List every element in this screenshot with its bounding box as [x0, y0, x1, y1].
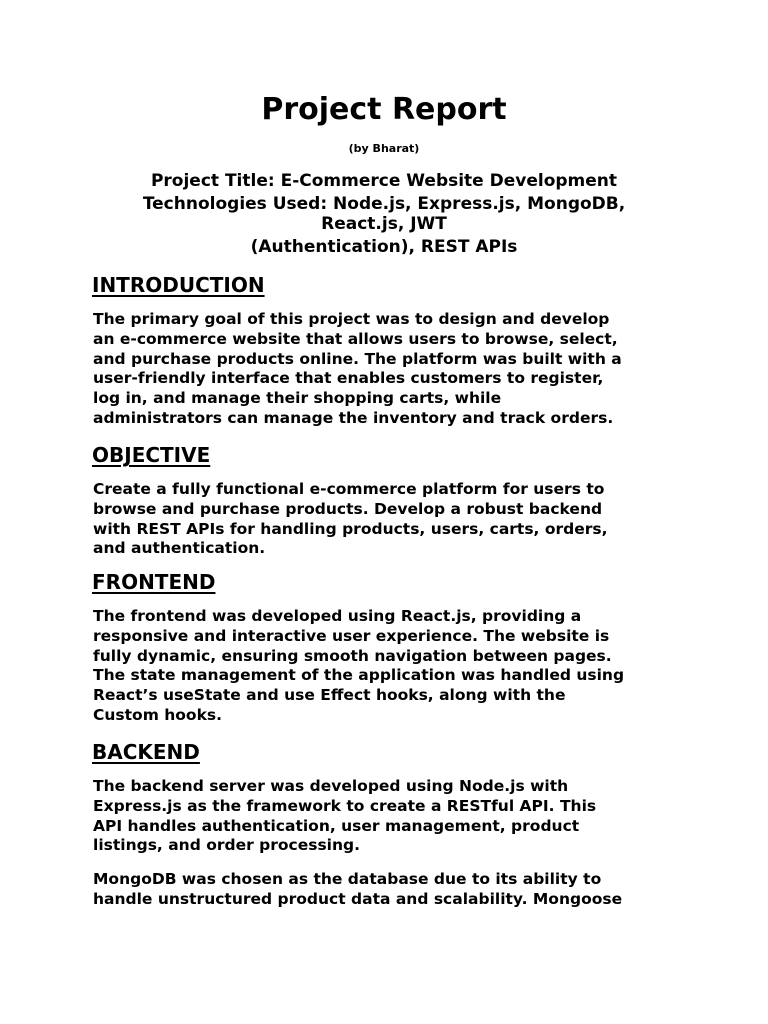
paragraph-line: Express.js as the framework to create a RESTful API. This — [93, 796, 597, 815]
paragraph-line: React’s useState and use Effect hooks, along with the — [93, 686, 566, 705]
paragraph-line: user-friendly interface that enables customers to register, — [93, 369, 604, 388]
project-meta — [110, 171, 658, 257]
author-byline: (by Bharat) — [348, 142, 420, 155]
frontend-heading: FRONTEND — [92, 570, 216, 594]
paragraph-line: API handles authentication, user management, product — [93, 816, 580, 835]
paragraph-line: fully dynamic, ensuring smooth navigation between pages. — [93, 646, 612, 665]
paragraph-line: The state management of the application was handled using — [93, 666, 625, 685]
paragraph-line: The primary goal of this project was to design and develop — [93, 310, 610, 328]
paragraph-line: and purchase products online. The platform was built with a — [93, 349, 622, 368]
introduction-paragraph — [93, 310, 683, 429]
paragraph-line: responsive and interactive user experience. The website is — [93, 626, 610, 645]
backend-paragraph-2 — [93, 870, 683, 910]
paragraph-line: an e-commerce website that allows users to browse, select, — [93, 329, 618, 348]
paragraph-line: Create a fully functional e-commerce platform for users to — [93, 480, 605, 498]
paragraph-line: administrators can manage the inventory and track orders. — [93, 408, 614, 427]
paragraph-line: Custom hooks. — [93, 705, 222, 724]
page-title: Project Report — [261, 92, 507, 127]
paragraph-line: browse and purchase products. Develop a robust backend — [93, 499, 603, 518]
paragraph-line: The backend server was developed using Node.js with — [93, 777, 569, 795]
backend-heading: BACKEND — [92, 740, 200, 764]
paragraph-line: The frontend was developed using React.js, providing a — [93, 607, 582, 625]
technologies-line-3: (Authentication), REST APIs — [250, 237, 518, 257]
frontend-paragraph — [93, 607, 683, 726]
paragraph-line: listings, and order processing. — [93, 836, 361, 855]
objective-paragraph — [93, 480, 683, 559]
paragraph-line: log in, and manage their shopping carts, while — [93, 389, 502, 408]
paragraph-line: handle unstructured product data and scalability. Mongoose — [93, 889, 623, 908]
paragraph-line: MongoDB was chosen as the database due to its ability to — [93, 870, 602, 888]
paragraph-line: and authentication. — [93, 539, 266, 558]
technologies-line-2: React.js, JWT — [321, 214, 447, 234]
introduction-heading: INTRODUCTION — [92, 273, 265, 297]
technologies-line-1: Technologies Used: Node.js, Express.js, MongoDB, — [142, 194, 626, 214]
project-title-line: Project Title: E-Commerce Website Development — [150, 171, 618, 191]
objective-heading: OBJECTIVE — [92, 443, 211, 467]
paragraph-line: with REST APIs for handling products, users, carts, orders, — [93, 519, 608, 538]
backend-paragraph — [93, 777, 683, 856]
